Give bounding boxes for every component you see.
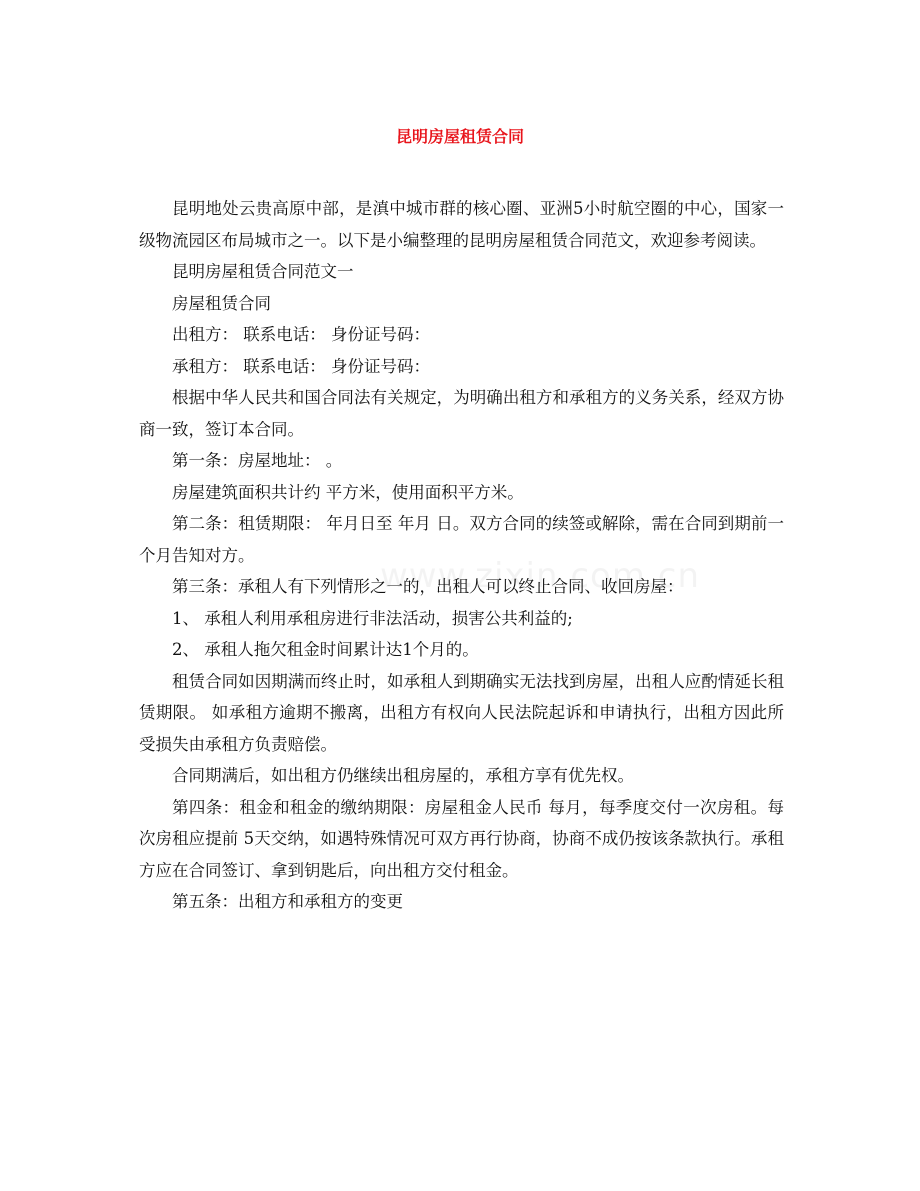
paragraph-intro: 昆明地处云贵高原中部，是滇中城市群的核心圈、亚洲5小时航空圈的中心，国家一级物流园区布局城市之一。以下是小编整理的昆明房屋租赁合同范文，欢迎参考阅读。	[139, 199, 784, 250]
paragraph-priority: 合同期满后，如出租方仍继续出租房屋的，承租方享有优先权。	[172, 766, 634, 785]
paragraph-termination: 租赁合同如因期满而终止时，如承租人到期确实无法找到房屋，出租人应酌情延长租赁期限。 如承租方逾期不搬离，出租方有权向人民法院起诉和申请执行，出租方因此所受损失由承租方负责赔偿。	[139, 671, 784, 754]
paragraph-lessee: 承租方： 联系电话： 身份证号码：	[172, 356, 430, 376]
paragraph-article-5: 第五条：出租方和承租方的变更	[172, 892, 403, 911]
paragraph-lessor: 出租方： 联系电话： 身份证号码：	[172, 325, 430, 344]
paragraph-contract-name: 房屋租赁合同	[172, 293, 271, 313]
paragraph-article-4: 第四条：租金和租金的缴纳期限：房屋租金人民币 每月，每季度交付一次房租。每次房租应提前 5天交纳，如遇特殊情况可双方再行协商，协商不成仍按该条款执行。承租方应在合同签订、拿到钥匙后，向出租方交付租金。	[139, 797, 784, 880]
paragraph-article-2: 第二条：租赁期限： 年月日至 年月 日。双方合同的续签或解除，需在合同到期前一个月告知对方。	[139, 514, 784, 565]
paragraph-preamble: 根据中华人民共和国合同法有关规定，为明确出租方和承租方的义务关系，经双方协商一致，签订本合同。	[139, 388, 784, 439]
paragraph-article-1: 第一条：房屋地址： 。	[172, 451, 343, 470]
document-body	[139, 193, 784, 918]
paragraph-item-2: 2、 承租人拖欠租金时间累计达1个月的。	[172, 640, 479, 659]
document-title: 昆明房屋租赁合同	[395, 127, 524, 146]
paragraph-article-3: 第三条：承租人有下列情形之一的，出租人可以终止合同、收回房屋：	[172, 577, 684, 596]
paragraph-item-1: 1、 承租人利用承租房进行非法活动，损害公共利益的;	[172, 608, 573, 628]
paragraph-sample-heading: 昆明房屋租赁合同范文一	[172, 262, 354, 281]
paragraph-area: 房屋建筑面积共计约 平方米，使用面积平方米。	[172, 482, 524, 502]
